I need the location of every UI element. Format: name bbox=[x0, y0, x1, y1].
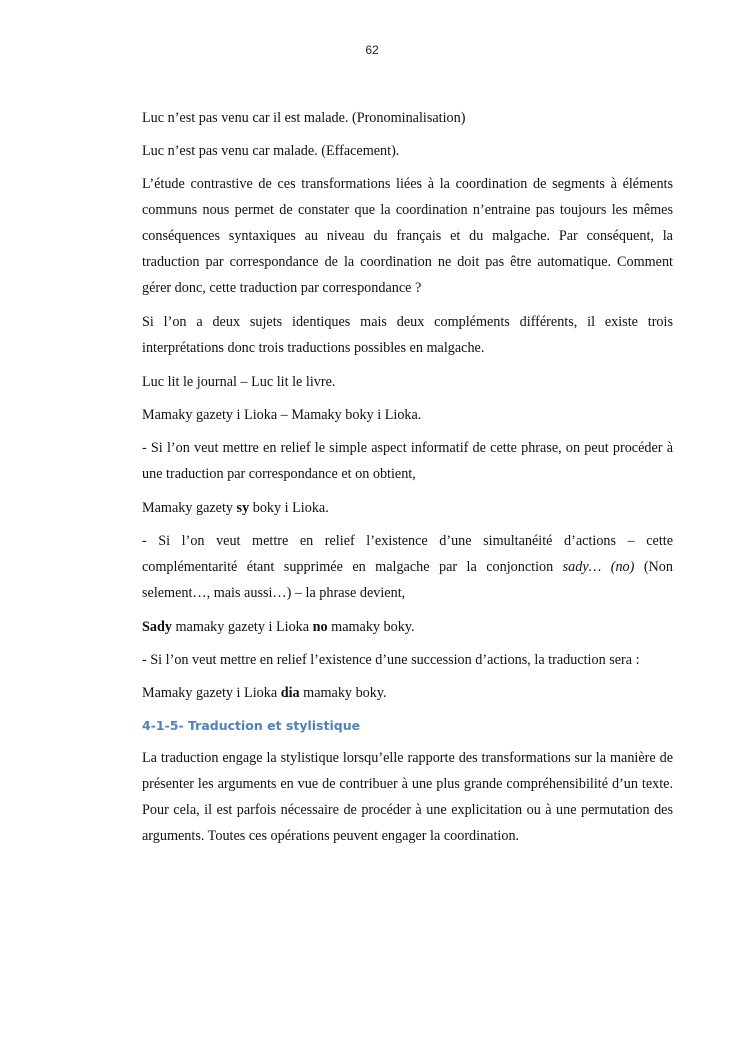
bold-sady: Sady bbox=[142, 619, 172, 635]
paragraph-effacement-example: Luc n’est pas venu car malade. (Effacement). bbox=[142, 143, 400, 159]
page-number: 62 bbox=[365, 43, 379, 57]
paragraph-succession: - Si l’on veut mettre en relief l’existence d’une succession d’actions, la traduction sera : bbox=[142, 652, 640, 668]
bold-dia: dia bbox=[280, 685, 300, 701]
text-segment: mamaky boky. bbox=[327, 619, 415, 635]
text-segment: - Si l’on veut mettre en relief l’existence d’une simultanéité d’actions – cette complémentarité étant supprimée en malgache par la conjonction bbox=[142, 533, 673, 575]
paragraph-sady-no-example bbox=[142, 614, 673, 640]
text-segment: Mamaky gazety bbox=[142, 500, 237, 516]
paragraph-informative-aspect: - Si l’on veut mettre en relief le simple aspect informatif de cette phrase, on peut procéder à une traduction par correspondance et on obtient, bbox=[142, 440, 673, 482]
document-body bbox=[142, 105, 673, 857]
paragraph-two-subjects: Si l’on a deux sujets identiques mais deux compléments différents, il existe trois interprétations donc trois traductions possibles en malgache. bbox=[142, 314, 673, 356]
paragraph-contrastive-study: L’étude contrastive de ces transformations liées à la coordination de segments à éléments communs nous permet de constater que la coordination n’entraine pas toujours les mêmes conséquences syntaxiques au niveau du français et du malgache. Par conséquent, la traduction par correspondance de la coordination ne doit pas être automatique. Comment gérer donc, cette traduction par correspondance ? bbox=[142, 176, 673, 296]
text-segment: boky i Lioka. bbox=[249, 500, 329, 516]
bold-no: no bbox=[312, 619, 328, 635]
paragraph-sy-example bbox=[142, 495, 673, 521]
paragraph-simultaneity bbox=[142, 528, 673, 606]
paragraph-malagasy-example: Mamaky gazety i Lioka – Mamaky boky i Lioka. bbox=[142, 407, 422, 423]
paragraph-pronominalisation-example: Luc n’est pas venu car il est malade. (Pronominalisation) bbox=[142, 110, 466, 126]
paragraph-dia-example bbox=[142, 680, 673, 706]
paragraph-french-example: Luc lit le journal – Luc lit le livre. bbox=[142, 374, 336, 390]
italic-conjunction-sady-no: sady… (no) bbox=[562, 559, 635, 575]
text-segment: (Non selement…, mais aussi…) – la phrase devient, bbox=[142, 559, 673, 601]
text-segment: mamaky gazety i Lioka bbox=[171, 619, 313, 635]
text-segment: mamaky boky. bbox=[299, 685, 387, 701]
paragraph-stylistics: La traduction engage la stylistique lorsqu’elle rapporte des transformations sur la manière de présenter les arguments en vue de contribuer à une plus grande compréhensibilité d’un texte. Pour cela, il est parfois nécessaire de procéder à une explicitation ou à une permutation des arguments. Toutes ces opérations peuvent engager la coordination. bbox=[142, 750, 673, 844]
section-heading: 4-1-5- Traduction et stylistique bbox=[142, 718, 361, 733]
bold-conjunction-sy: sy bbox=[236, 500, 250, 516]
text-segment: Mamaky gazety i Lioka bbox=[142, 685, 281, 701]
